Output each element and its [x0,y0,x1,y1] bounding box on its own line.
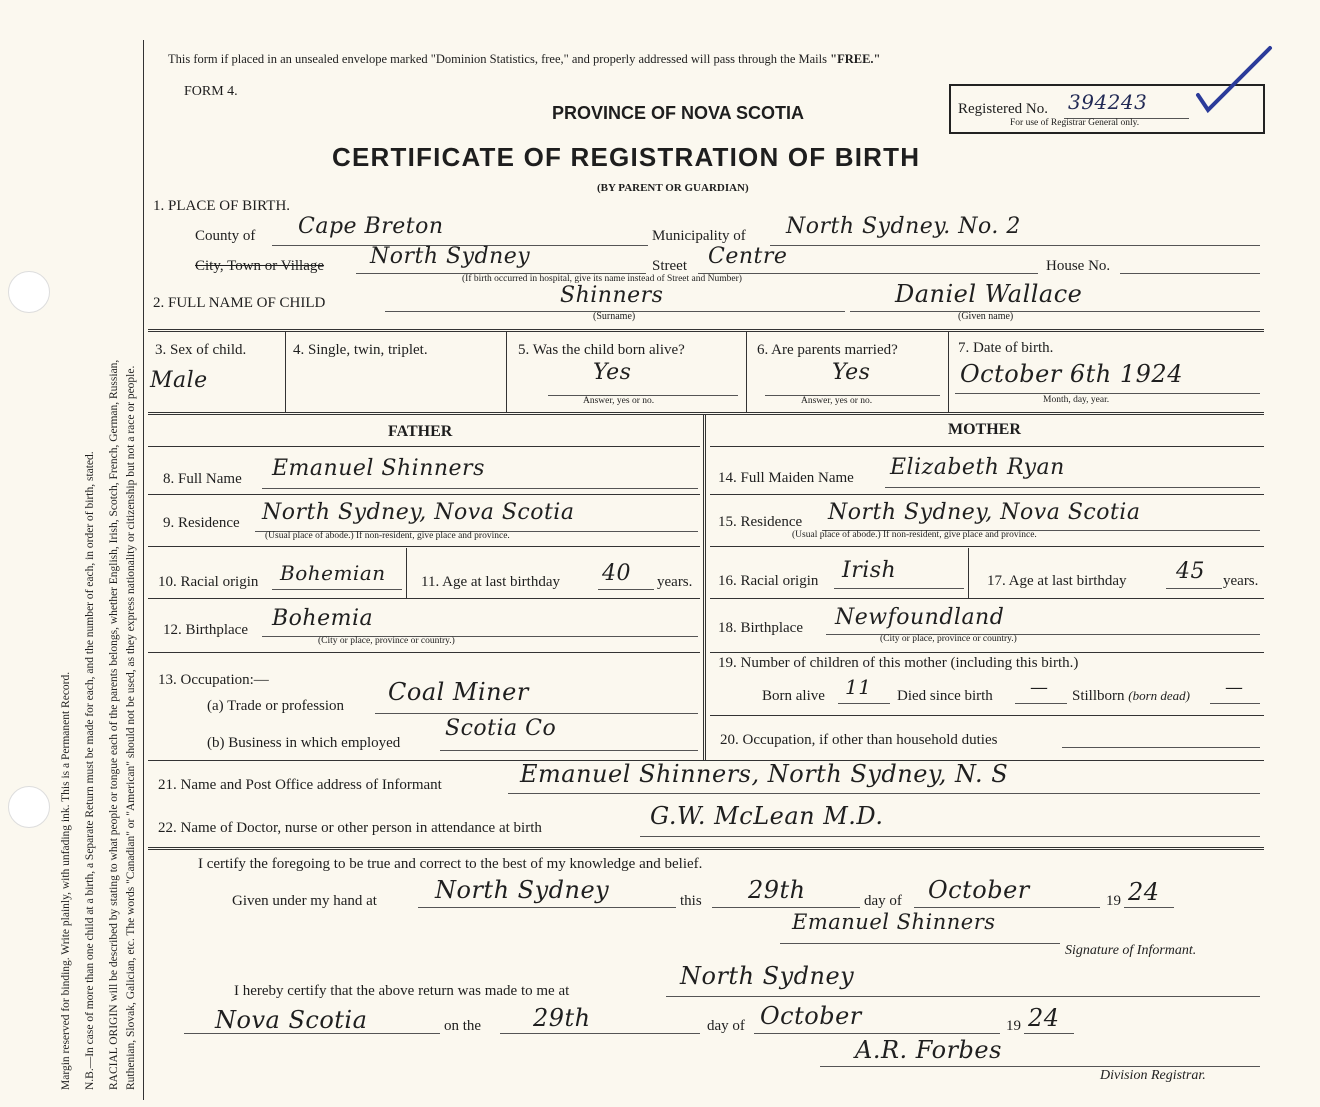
registered-label: Registered No. [958,101,1048,117]
on-the-label: on the [444,1018,482,1034]
father-age-years: years. [657,574,693,590]
margin-text-4: Ruthenian, Slovak, Galician, etc. The words "Canadian" or "American" should not be used, as they express nationality or citizenship but not a race or people. [125,365,137,1090]
mother-birthplace-label: 18. Birthplace [718,620,803,636]
registrar-province-value: Nova Scotia [215,1006,368,1034]
province-heading: PROVINCE OF NOVA SCOTIA [552,103,805,123]
house-number-label: House No. [1046,258,1111,274]
sex-label: 3. Sex of child. [155,342,247,358]
married-value: Yes [832,360,871,385]
married-label: 6. Are parents married? [757,342,898,358]
father-age: 40 [602,561,631,586]
mother-birthplace-caption: (City or place, province or country.) [880,634,1017,644]
alive-caption: Answer, yes or no. [583,396,655,406]
mother-age-label: 17. Age at last birthday [987,573,1127,589]
alive-value: Yes [593,360,632,385]
mother-name-label: 14. Full Maiden Name [718,470,854,486]
alive-label: 5. Was the child born alive? [518,342,685,358]
registrar-signature: A.R. Forbes [855,1036,1002,1064]
mother-heading: MOTHER [948,421,1021,438]
father-trade-label: (a) Trade or profession [207,698,345,714]
postal-notice: This form if placed in an unsealed envelope marked "Dominion Statistics, free," and properly addressed will pass through the Mails "FREE." [168,52,881,66]
document-subtitle: (BY PARENT OR GUARDIAN) [597,182,749,194]
father-occupation-label: 13. Occupation:— [158,672,269,688]
street-value: Centre [708,244,788,269]
child-surname: Shinners [560,283,664,308]
street-label: Street [652,258,687,274]
county-value: Cape Breton [298,214,444,239]
surname-caption: (Surname) [593,311,636,322]
father-business-label: (b) Business in which employed [207,735,401,751]
mother-birthplace: Newfoundland [835,605,1005,630]
father-birthplace: Bohemia [272,606,374,631]
dob-caption: Month, day, year. [1043,395,1110,405]
father-business: Scotia Co [445,716,557,741]
day-of-label: day of [864,893,902,909]
dob-label: 7. Date of birth. [958,340,1054,356]
given-day-value: 29th [748,876,806,904]
form-number: FORM 4. [184,84,238,99]
city-label: City, Town or Village [195,258,325,274]
registered-value: 394243 [1068,90,1148,114]
child-name-label: 2. FULL NAME OF CHILD [153,295,326,311]
mother-occupation-label: 20. Occupation, if other than household duties [720,732,998,748]
margin-text-2: N.B.—In case of more than one child at a birth, a Separate Return must be made for each, and the number of each, in order of birth, stated. [84,451,96,1090]
given-place-value: North Sydney [435,876,610,904]
margin-text-3: RACIAL ORIGIN will be described by stating to what people or tongue each of the parents belongs, whether English, Irish, Scotch, French, German, Russian, [108,359,120,1090]
child-given-name: Daniel Wallace [895,280,1083,308]
given-month-value: October [928,876,1030,904]
place-of-birth-label: 1. PLACE OF BIRTH. [153,198,291,214]
born-alive-label: Born alive [762,688,825,704]
born-alive-value: 11 [845,675,872,699]
municipality-value: North Sydney. No. 2 [786,214,1021,239]
informant-label: 21. Name and Post Office address of Informant [158,777,442,793]
informant-value: Emanuel Shinners, North Sydney, N. S [520,760,1009,788]
municipality-label: Municipality of [652,228,746,244]
father-racial: Bohemian [280,561,386,585]
mother-name: Elizabeth Ryan [890,455,1065,480]
blue-check-mark [1190,40,1280,120]
mother-residence-label: 15. Residence [718,514,803,530]
died-since-birth-label: Died since birth [897,688,993,704]
mother-residence-caption: (Usual place of abode.) If non-resident, give place and province. [792,530,1037,540]
county-label: County of [195,228,256,244]
registrar-place-value: North Sydney [680,962,855,990]
father-residence-label: 9. Residence [163,515,240,531]
punch-hole-bottom [8,786,50,828]
stillborn-value: — [1225,677,1244,698]
punch-hole-top [8,271,50,313]
father-racial-label: 10. Racial origin [158,574,259,590]
father-trade: Coal Miner [388,678,529,706]
given-name-caption: (Given name) [958,311,1014,322]
father-heading: FATHER [388,423,453,440]
year-prefix: 19 [1106,893,1121,909]
informant-signature-caption: Signature of Informant. [1065,943,1197,958]
father-name: Emanuel Shinners [272,456,485,481]
mother-children-label: 19. Number of children of this mother (including this birth.) [718,655,1079,671]
father-birthplace-caption: (City or place, province or country.) [318,636,455,646]
registrar-year-suffix: 24 [1028,1004,1060,1032]
registrar-day-value: 29th [533,1004,591,1032]
registrar-year-prefix: 19 [1006,1018,1021,1034]
plurality-label: 4. Single, twin, triplet. [293,342,428,358]
registrar-day-of-label: day of [707,1018,745,1034]
registrar-caption: Division Registrar. [1100,1068,1206,1083]
margin-text-1: Margin reserved for binding. Write plainly, with unfading ink. This is a Permanent Record. [60,671,72,1090]
doctor-value: G.W. McLean M.D. [650,802,884,830]
mother-age-years: years. [1223,573,1259,589]
registrar-statement: I hereby certify that the above return was made to me at [234,983,570,999]
died-since-birth-value: — [1030,677,1049,698]
mother-residence: North Sydney, Nova Scotia [828,500,1141,525]
mother-age: 45 [1176,559,1205,584]
mother-racial-label: 16. Racial origin [718,573,819,589]
dob-value: October 6th 1924 [960,360,1183,388]
this-label: this [680,893,702,909]
father-residence: North Sydney, Nova Scotia [262,500,575,525]
registrar-month-value: October [760,1002,862,1030]
certify-statement: I certify the foregoing to be true and correct to the best of my knowledge and belief. [198,856,703,872]
hospital-note: (If birth occurred in hospital, give its name instead of Street and Number) [462,274,742,284]
doctor-label: 22. Name of Doctor, nurse or other person in attendance at birth [158,820,542,836]
father-age-label: 11. Age at last birthday [421,574,560,590]
mother-racial: Irish [842,558,897,583]
father-birthplace-label: 12. Birthplace [163,622,248,638]
father-name-label: 8. Full Name [163,471,242,487]
stillborn-label: Stillborn (born dead) [1072,688,1191,704]
informant-signature: Emanuel Shinners [792,910,996,934]
margin-rule [143,40,144,1100]
city-value: North Sydney [370,244,531,269]
given-under-hand-label: Given under my hand at [232,893,377,909]
father-residence-caption: (Usual place of abode.) If non-resident, give place and province. [265,531,510,541]
sex-value: Male [150,368,208,393]
registrar-note: For use of Registrar General only. [1010,118,1140,128]
married-caption: Answer, yes or no. [801,396,873,406]
document-title: CERTIFICATE OF REGISTRATION OF BIRTH [332,142,921,172]
year-suffix: 24 [1128,878,1160,906]
